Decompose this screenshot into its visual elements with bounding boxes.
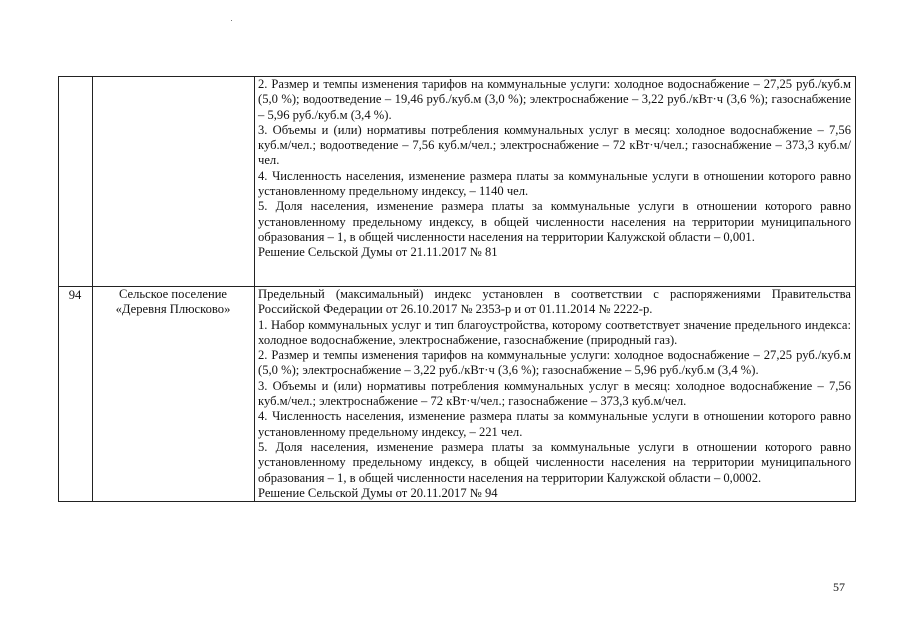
details-paragraph: 4. Численность населения, изменение размера платы за коммунальные услуги в отношении которого равно установленному предельному индексу, – 221 чел. [258,409,851,439]
row-number: 94 [68,288,82,302]
details-paragraph: 5. Доля населения, изменение размера платы за коммунальные услуги в отношении которого равно установленному предельному индексу, в общей численности населения на территории муниципального образования – 1, в общей численности населения на территории Калужской области – 0,001. [258,199,851,244]
details-paragraph: 2. Размер и темпы изменения тарифов на коммунальные услуги: холодное водоснабжение – 27,25 руб./куб.м (5,0 %); водоотведение – 19,46 руб./куб.м (3,0 %); электроснабжение – 3,22 руб./кВт·ч (3,6 %); газоснабжение – 5,96 руб./куб.м (3,4 %). [258,77,851,122]
details-paragraph: 3. Объемы и (или) нормативы потребления коммунальных услуг в месяц: холодное водоснабжение – 7,56 куб.м/чел.; водоотведение – 7,56 куб.м/чел.; электроснабжение – 72 кВт·ч/чел.; газоснабжение – 373,3 куб.м/чел. [258,122,851,168]
settlement-cell [93,287,255,502]
details-paragraph: Предельный (максимальный) индекс установлен в соответствии с распоряжениями Правительства Российской Федерации от 26.10.2017 № 2353-р и от 01.11.2014 № 2222-р. [258,287,851,317]
details-cell [255,287,856,502]
row-number-cell [59,77,93,287]
decision-reference: Решение Сельской Думы от 21.11.2017 № 81 [258,245,498,260]
details-paragraph: 4. Численность населения, изменение размера платы за коммунальные услуги в отношении которого равно установленному предельному индексу, – 1140 чел. [258,168,851,199]
details-paragraph: 2. Размер и темпы изменения тарифов на коммунальные услуги: холодное водоснабжение – 27,25 руб./куб.м (5,0 %); электроснабжение – 3,22 руб./кВт·ч (3,6 %); газоснабжение – 5,96 руб./куб.м (3,4 %). [258,348,851,378]
scan-speck [231,20,232,21]
tariff-table [58,76,856,502]
details-paragraph: 5. Доля населения, изменение размера платы за коммунальные услуги в отношении которого равно установленному предельному индексу, в общей численности населения на территории муниципального образования – 1, в общей численности населения на территории Калужской области – 0,0002. [258,439,851,485]
settlement-name: Сельское поселение «Деревня Плюсково» [115,287,231,317]
details-paragraph: 3. Объемы и (или) нормативы потребления коммунальных услуг в месяц: холодное водоснабжение – 7,56 куб.м/чел.; электроснабжение – 72 кВт·ч/чел.; газоснабжение – 373,3 куб.м/чел. [258,378,851,409]
page-number: 57 [833,580,845,594]
decision-reference: Решение Сельской Думы от 20.11.2017 № 94 [258,485,498,500]
table-row [59,77,856,287]
row-number-cell [59,287,93,502]
details-cell [255,77,856,287]
details-paragraph: 1. Набор коммунальных услуг и тип благоустройства, которому соответствует значение предельного индекса: холодное водоснабжение, электроснабжение, газоснабжение (природный газ). [258,317,851,347]
settlement-cell [93,77,255,287]
table-row [59,287,856,502]
